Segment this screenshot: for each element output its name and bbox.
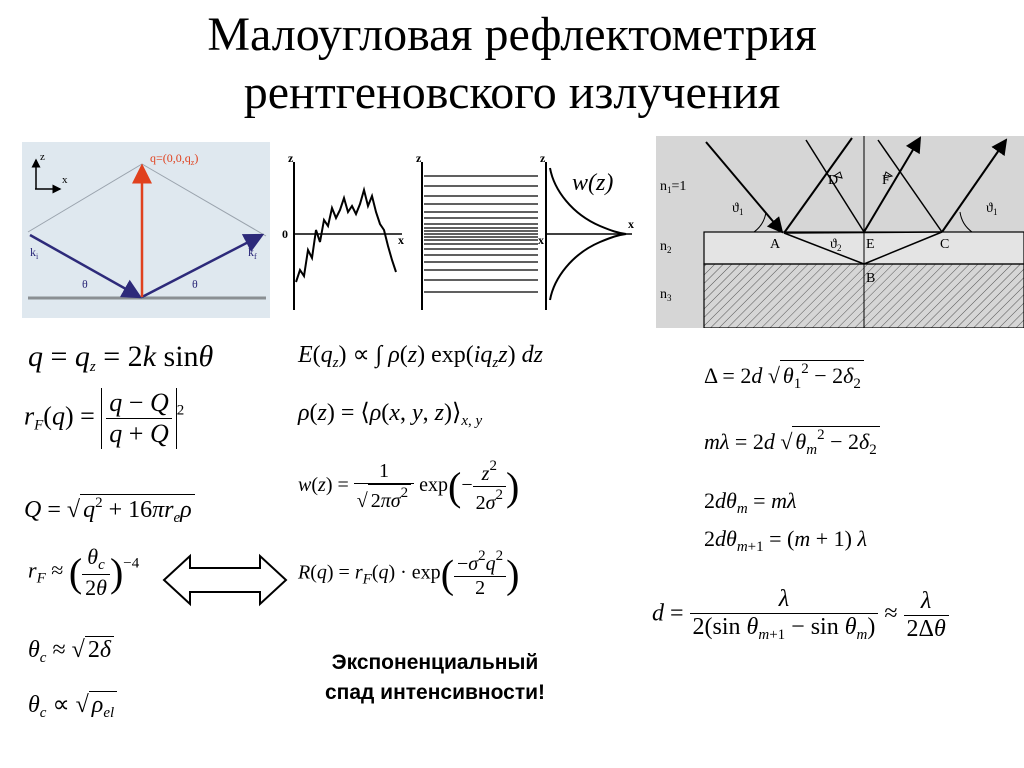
scattering-background xyxy=(22,142,270,318)
scattering-geometry-figure xyxy=(22,142,270,318)
w-function-label: w(z) xyxy=(572,170,614,196)
intensity-decay-caption xyxy=(285,648,585,708)
eq-bragg-small-angle: $2d\theta_m = m\lambda$ xyxy=(704,488,797,517)
slide-title-line1: Малоугловая рефлектометрия xyxy=(207,8,817,61)
svg-text:q=(0,0,qz): $q=(0,0,q_z)$ xyxy=(150,151,199,167)
theta-left-label: θ xyxy=(82,277,88,291)
n2-label: $n_2$ xyxy=(660,239,672,255)
ki-label: $k_i$ xyxy=(30,245,39,261)
point-e-label: E xyxy=(866,237,875,252)
eq-reflected-amplitude: $E(q_z)$ ∝ ∫ ρ(z) $\exp(iq_zz)$ dz xyxy=(298,342,543,371)
kf-label: $k_f$ xyxy=(248,245,257,261)
multilayer-reflection-figure xyxy=(656,136,1024,328)
point-f-label: F xyxy=(882,173,890,188)
caption-line2: спад интенсивности! xyxy=(324,681,546,704)
n3-label: $n_3$ xyxy=(660,287,672,303)
eq-asymptotic-reflectivity: $r_F$ ≈ ( $\frac{\theta_c}{2\theta}$ )$^{-4}$ xyxy=(28,544,140,600)
point-d-label: D xyxy=(828,173,839,188)
q-vector-label: q=(0,0,q xyxy=(150,151,191,165)
eq-bragg-condition: mλ = 2d √ $\theta_m^2 - 2\delta_2$ xyxy=(704,426,880,459)
theta-right-label: θ xyxy=(192,277,198,291)
profile2-x-label: x xyxy=(538,233,544,247)
eq-path-difference: Δ = 2d √ $\theta_1^2 - 2\delta_2$ xyxy=(704,360,864,393)
axis-x-label: x xyxy=(62,174,68,186)
eq-rough-reflectivity: $R(q) = r_F(q) \cdot \exp$( $\frac{-\sigma^2q^2}{2}$ ) xyxy=(298,548,520,599)
eq-fresnel-reflectivity: $r_F(q)$ = $\frac{q - Q}{q + Q}$ $^2$ xyxy=(24,388,185,448)
profile1-x-label: x xyxy=(398,233,404,247)
theta1-left-label: $ϑ_1$ xyxy=(732,201,744,217)
eq-layer-thickness: d = $\frac{\lambda}{2(\sin \theta_{m+1} - \sin \theta_m)}$ ≈ $\frac{\lambda}{2\Delta\theta}$ xyxy=(652,586,949,644)
point-c-label: C xyxy=(940,237,950,252)
eq-critical-q: Q = √ $q^2 + 16\pi r_e\rho$ xyxy=(24,494,195,527)
theta2-label: $ϑ_2$ xyxy=(830,237,842,253)
point-a-label: A xyxy=(770,237,781,252)
n1-label: $n_1=1$ xyxy=(660,179,687,195)
eq-averaged-density: ρ(z) = ⟨ρ(x, y, $z)⟩_{x, y}$ xyxy=(298,400,483,429)
eq-q-definition: $q = q_z = 2k$ sinθ xyxy=(28,340,214,375)
profile2-z-label: z xyxy=(416,151,422,165)
double-arrow-icon xyxy=(160,552,290,608)
profile3-z-label: z xyxy=(540,151,546,165)
eq-critical-angle: $\theta_c$ ≈ √ 2δ xyxy=(28,636,114,667)
slide-title xyxy=(0,6,1024,122)
density-profiles-figure xyxy=(282,150,638,318)
profile1-z-label: z xyxy=(288,151,294,165)
profile1-zero-label: 0 xyxy=(282,227,288,241)
eq-critical-angle-density: $\theta_c$ ∝ √ $\rho_{el}$ xyxy=(28,690,117,722)
profile3-x-label: x xyxy=(628,217,634,231)
eq-bragg-next-order: $2d\theta_{m+1} = (m + 1)$ λ xyxy=(704,526,868,555)
slide-title-line2: рентгеновского излучения xyxy=(243,66,781,119)
eq-gaussian-roughness: w(z) = $\frac{1}{√ 2\pi\sigma^2}$ exp(− $\frac{z^2}{2\sigma^2}$ ) xyxy=(298,458,520,514)
axis-z-label: z xyxy=(40,151,45,163)
point-b-label: B xyxy=(866,271,876,286)
theta1-right-label: $ϑ_1$ xyxy=(986,201,998,217)
caption-line1: Экспоненциальный xyxy=(331,651,539,674)
